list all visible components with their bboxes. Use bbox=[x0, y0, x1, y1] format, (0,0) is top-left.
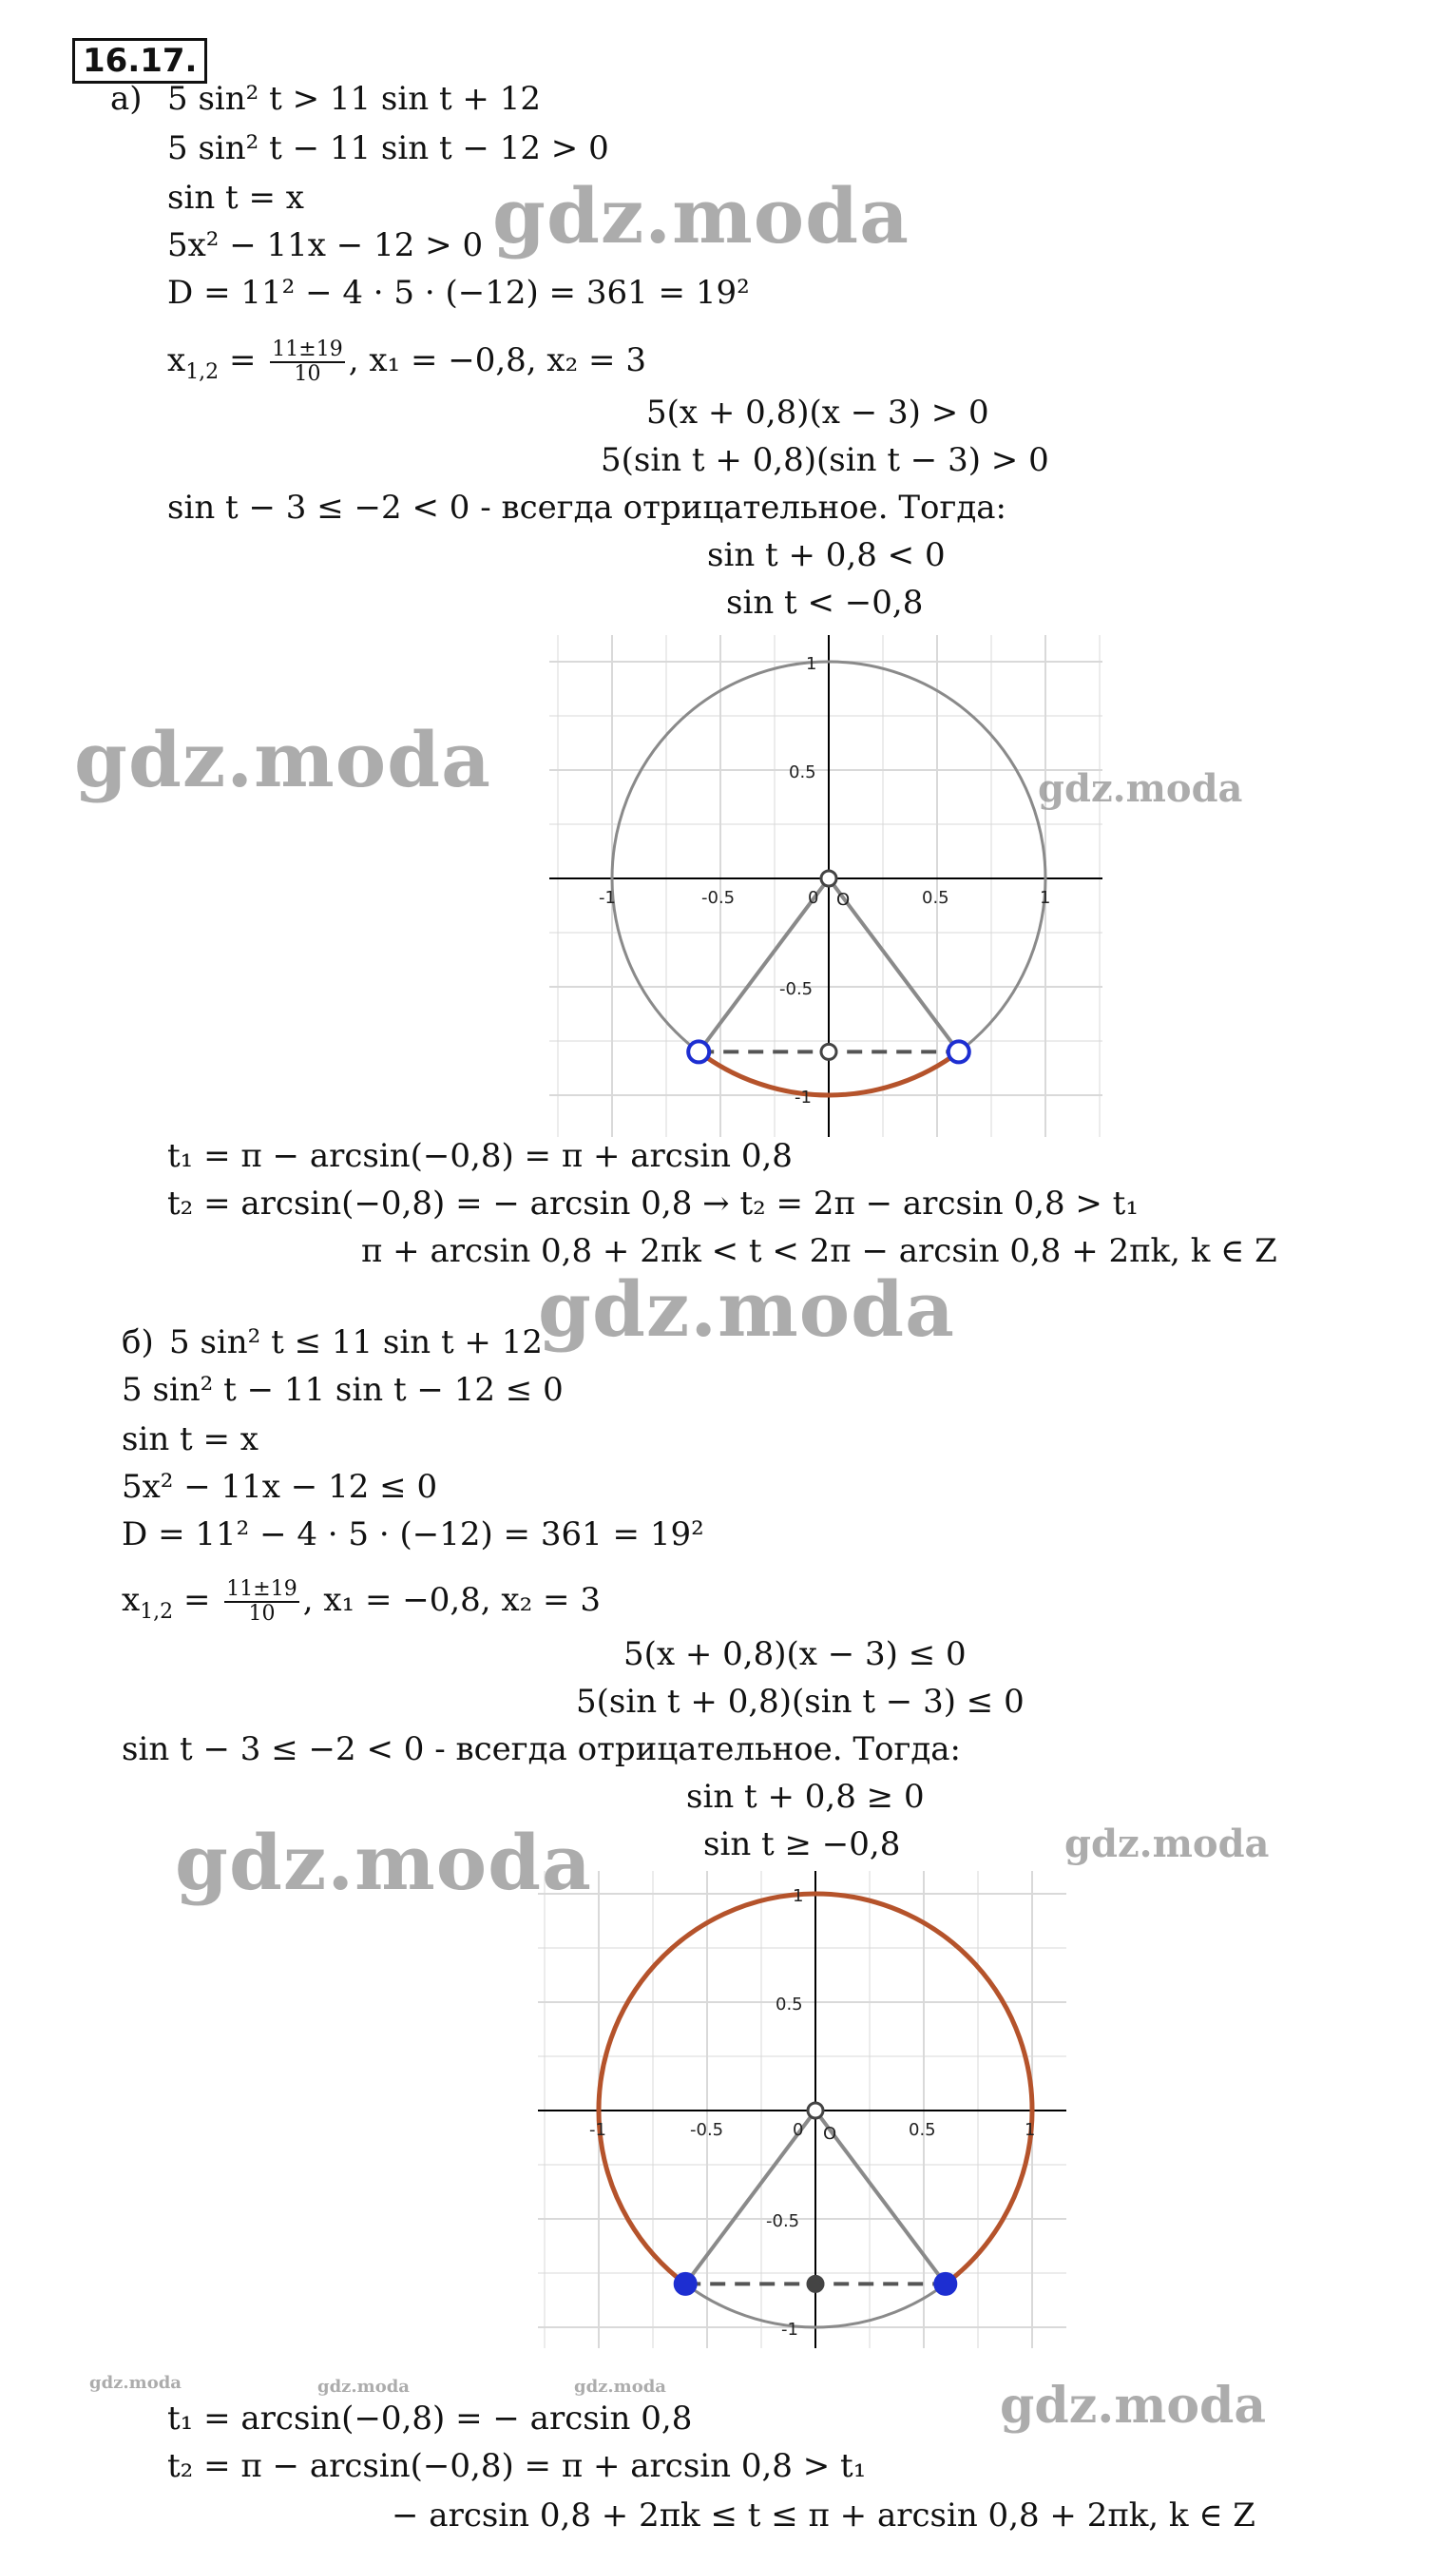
part-b-step-moved: 5 sin² t − 11 sin t − 12 ≤ 0 bbox=[122, 1371, 564, 1409]
part-a-factored: 5(x + 0,8)(x − 3) > 0 bbox=[646, 394, 989, 432]
watermark: gdz.moda bbox=[317, 2377, 410, 2397]
endpoint-right bbox=[948, 1041, 969, 1062]
tick-x-05: 0.5 bbox=[922, 888, 949, 908]
part-a-substitution: sin t = x bbox=[167, 179, 304, 217]
tick-x-1: 1 bbox=[1040, 888, 1051, 908]
watermark: gdz.moda bbox=[1000, 2377, 1267, 2435]
endpoint-left bbox=[675, 2273, 696, 2294]
tick-x-1: 1 bbox=[1025, 2120, 1036, 2140]
chord-midpoint bbox=[821, 1044, 836, 1059]
origin-point bbox=[808, 2103, 823, 2118]
tick-x-neg05: -0.5 bbox=[690, 2120, 724, 2140]
part-a-inequality: 5 sin² t > 11 sin t + 12 bbox=[167, 80, 541, 118]
part-a-ineq-2: sin t < −0,8 bbox=[726, 584, 924, 622]
part-b-note: sin t − 3 ≤ −2 < 0 - всегда отрицательное. Тогда: bbox=[122, 1730, 961, 1768]
part-a-ineq-1: sin t + 0,8 < 0 bbox=[707, 536, 946, 574]
roots-rest: , x₁ = −0,8, x₂ = 3 bbox=[348, 341, 646, 379]
part-b-substitution: sin t = x bbox=[122, 1420, 259, 1458]
tick-x-0: 0 bbox=[793, 2120, 804, 2140]
part-b-factored-sin: 5(sin t + 0,8)(sin t − 3) ≤ 0 bbox=[576, 1683, 1025, 1721]
part-b-inequality: 5 sin² t ≤ 11 sin t + 12 bbox=[169, 1323, 543, 1361]
roots-fraction bbox=[270, 338, 344, 386]
roots-frac-num: 11±19 bbox=[272, 337, 343, 361]
part-a-label: а) bbox=[110, 80, 143, 118]
watermark: gdz.moda bbox=[538, 1264, 955, 1354]
part-a-t1: t₁ = π − arcsin(−0,8) = π + arcsin 0,8 bbox=[167, 1137, 793, 1175]
part-b-quadratic: 5x² − 11x − 12 ≤ 0 bbox=[122, 1468, 438, 1506]
endpoint-right bbox=[935, 2273, 956, 2294]
endpoint-left bbox=[688, 1041, 709, 1062]
problem-number: 16.17. bbox=[72, 38, 207, 84]
part-b-answer: − arcsin 0,8 + 2πk ≤ t ≤ π + arcsin 0,8 + 2πk, k ∈ Z bbox=[392, 2497, 1255, 2535]
origin-point bbox=[821, 871, 836, 886]
part-b-t1: t₁ = arcsin(−0,8) = − arcsin 0,8 bbox=[167, 2400, 693, 2438]
roots-lhs: x bbox=[167, 341, 186, 379]
watermark: gdz.moda bbox=[492, 171, 910, 260]
tick-y-neg1: -1 bbox=[781, 2320, 798, 2340]
tick-y-05: 0.5 bbox=[789, 762, 816, 782]
watermark: gdz.moda bbox=[1064, 1822, 1270, 1866]
part-a-factored-sin: 5(sin t + 0,8)(sin t − 3) > 0 bbox=[601, 441, 1049, 479]
roots-sub: 1,2 bbox=[140, 1600, 174, 1624]
part-b-t2: t₂ = π − arcsin(−0,8) = π + arcsin 0,8 > t₁ bbox=[167, 2447, 867, 2485]
part-a-note: sin t − 3 ≤ −2 < 0 - всегда отрицательное. Тогда: bbox=[167, 489, 1006, 527]
watermark: gdz.moda bbox=[74, 715, 491, 804]
roots-lhs: x bbox=[122, 1581, 141, 1619]
tick-y-neg05: -0.5 bbox=[779, 979, 814, 999]
tick-y-neg1: -1 bbox=[795, 1088, 812, 1108]
part-a-answer: π + arcsin 0,8 + 2πk < t < 2π − arcsin 0,8 + 2πk, k ∈ Z bbox=[361, 1232, 1277, 1270]
tick-x-neg05: -0.5 bbox=[701, 888, 736, 908]
origin-label: O bbox=[823, 2124, 837, 2144]
part-b-roots: $x_{1,2}$ = $\frac{11\pm 19}{10}$ , x₁ = −0,8, x₂ = 3 bbox=[122, 1577, 601, 1626]
part-b-ineq-2: sin t ≥ −0,8 bbox=[703, 1825, 901, 1863]
part-b-discriminant: D = 11² − 4 · 5 · (−12) = 361 = 19² bbox=[122, 1515, 704, 1553]
part-a-discriminant: D = 11² − 4 · 5 · (−12) = 361 = 19² bbox=[167, 274, 750, 312]
roots-rest: , x₁ = −0,8, x₂ = 3 bbox=[302, 1581, 601, 1619]
watermark: gdz.moda bbox=[89, 2373, 182, 2393]
part-a-quadratic: 5x² − 11x − 12 > 0 bbox=[167, 226, 484, 264]
watermark: gdz.moda bbox=[574, 2377, 666, 2397]
unit-circle-graph-b bbox=[538, 1871, 1066, 2348]
tick-x-neg1: -1 bbox=[599, 888, 616, 908]
watermark: gdz.moda bbox=[175, 1818, 592, 1907]
watermark: gdz.moda bbox=[1038, 766, 1243, 811]
part-b-ineq-1: sin t + 0,8 ≥ 0 bbox=[686, 1778, 925, 1816]
roots-fraction bbox=[224, 1578, 298, 1626]
chord-midpoint bbox=[808, 2276, 823, 2291]
part-b-factored: 5(x + 0,8)(x − 3) ≤ 0 bbox=[623, 1635, 967, 1673]
tick-x-neg1: -1 bbox=[589, 2120, 606, 2140]
part-a-step-moved: 5 sin² t − 11 sin t − 12 > 0 bbox=[167, 129, 609, 167]
part-a-t2: t₂ = arcsin(−0,8) = − arcsin 0,8 → t₂ = 2π − arcsin 0,8 > t₁ bbox=[167, 1185, 1139, 1223]
tick-y-1: 1 bbox=[793, 1886, 804, 1906]
tick-x-05: 0.5 bbox=[909, 2120, 936, 2140]
roots-frac-den: 10 bbox=[248, 1602, 276, 1626]
roots-frac-num: 11±19 bbox=[226, 1577, 297, 1601]
part-a-roots: $x_{1,2}$ = $\frac{11\pm 19}{10}$ , x₁ = −0,8, x₂ = 3 bbox=[167, 337, 646, 386]
unit-circle-graph-a bbox=[549, 635, 1102, 1137]
tick-y-05: 0.5 bbox=[776, 1995, 803, 2015]
tick-x-0: 0 bbox=[808, 888, 819, 908]
origin-label: O bbox=[836, 890, 851, 910]
tick-y-neg05: -0.5 bbox=[766, 2211, 800, 2231]
tick-y-1: 1 bbox=[806, 654, 817, 674]
roots-frac-den: 10 bbox=[294, 362, 321, 386]
roots-sub: 1,2 bbox=[185, 360, 220, 384]
part-b-label: б) bbox=[122, 1323, 154, 1361]
